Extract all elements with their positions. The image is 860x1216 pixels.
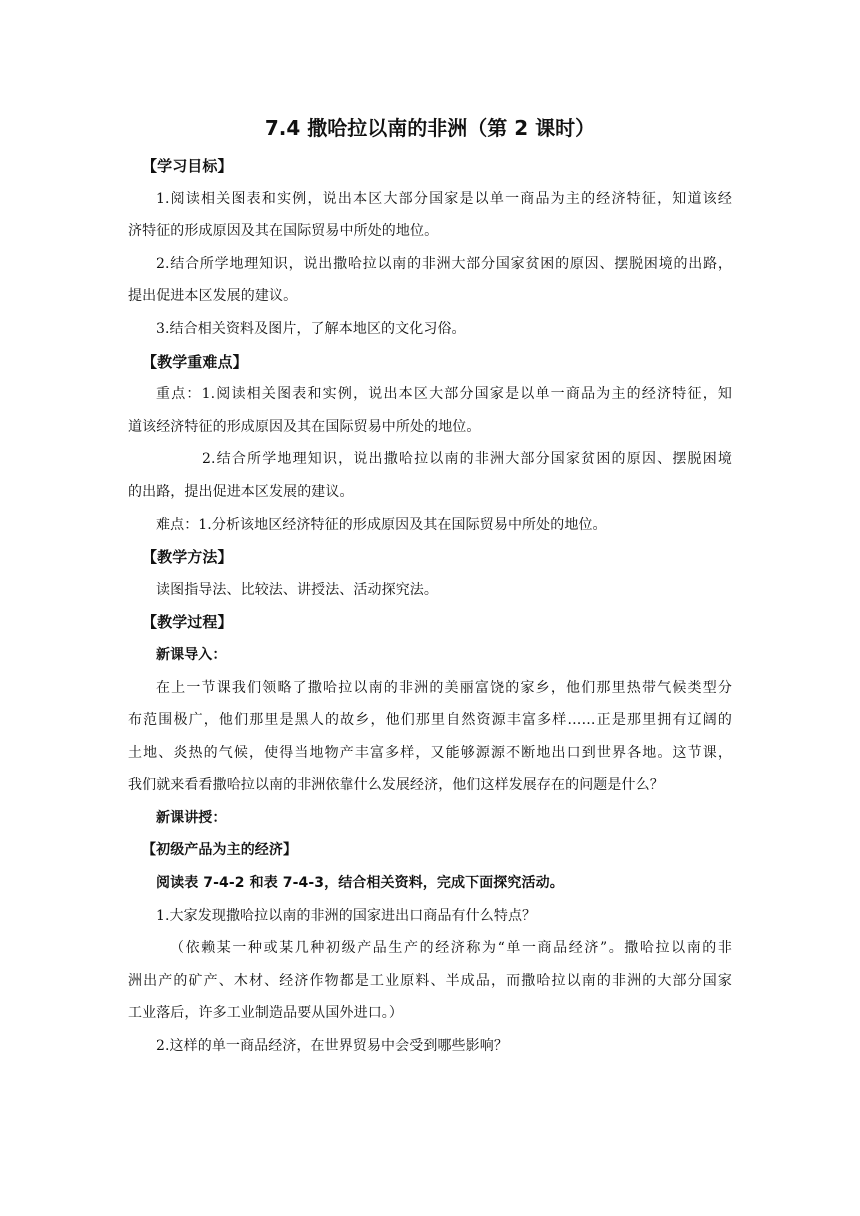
methods-text: 读图指导法、比较法、讲授法、活动探究法。 <box>156 581 438 598</box>
primary-products-subheading: 【初级产品为主的经济】 <box>142 842 298 859</box>
goal-1-line-2: 济特征的形成原因及其在国际贸易中所处的地位。 <box>128 223 439 240</box>
goal-1-line-1: 1.阅读相关图表和实例，说出本区大部分国家是以单一商品为主的经济特征，知道该经 <box>156 190 732 207</box>
goal-3: 3.结合相关资料及图片，了解本地区的文化习俗。 <box>156 320 466 337</box>
key-point-2-line-1: 2.结合所学地理知识，说出撒哈拉以南的非洲大部分国家贫困的原因、摆脱困境 <box>202 451 732 468</box>
goal-2-line-2: 提出促进本区发展的建议。 <box>128 288 298 305</box>
difficult-point: 难点：1.分析该地区经济特征的形成原因及其在国际贸易中所处的地位。 <box>156 516 607 533</box>
question-1: 1.大家发现撒哈拉以南的非洲的国家进出口商品有什么特点？ <box>156 907 537 924</box>
answer-1-line-3: 工业落后，许多工业制造品要从国外进口。） <box>128 1005 403 1022</box>
reading-instruction: 阅读表 7-4-2 和表 7-4-3，结合相关资料，完成下面探究活动。 <box>156 875 564 892</box>
key-point-1-line-2: 道该经济特征的形成原因及其在国际贸易中所处的地位。 <box>128 418 481 435</box>
goal-2-line-1: 2.结合所学地理知识，说出撒哈拉以南的非洲大部分国家贫困的原因、摆脱困境的出路， <box>156 255 732 272</box>
page-title: 7.4 撒哈拉以南的非洲（第 2 课时） <box>264 116 596 140</box>
goals-heading: 【学习目标】 <box>142 157 233 175</box>
intro-line-4: 我们就来看看撒哈拉以南的非洲依靠什么发展经济，他们这样发展存在的问题是什么？ <box>128 777 664 794</box>
intro-line-2: 布范围极广，他们那里是黑人的故乡，他们那里自然资源丰富多样……正是那里拥有辽阔的 <box>128 712 732 729</box>
key-point-2-line-2: 的出路，提出促进本区发展的建议。 <box>128 483 354 500</box>
lecture-label: 新课讲授： <box>156 809 227 826</box>
document-body <box>128 150 732 1063</box>
question-2: 2.这样的单一商品经济，在世界贸易中会受到哪些影响？ <box>156 1038 508 1055</box>
methods-heading: 【教学方法】 <box>142 548 233 567</box>
intro-line-1: 在上一节课我们领略了撒哈拉以南的非洲的美丽富饶的家乡，他们那里热带气候类型分 <box>156 679 732 696</box>
intro-line-3: 土地、炎热的气候，使得当地物产丰富多样，又能够源源不断地出口到世界各地。这节课， <box>128 744 732 761</box>
process-heading: 【教学过程】 <box>142 613 233 632</box>
keypoints-heading: 【教学重难点】 <box>142 352 248 371</box>
key-point-1-line-1: 重点：1.阅读相关图表和实例，说出本区大部分国家是以单一商品为主的经济特征，知 <box>156 386 732 403</box>
answer-1-line-1: （依赖某一种或某几种初级产品生产的经济称为“单一商品经济”。撒哈拉以南的非 <box>170 940 732 957</box>
intro-label: 新课导入： <box>156 646 227 663</box>
answer-1-line-2: 洲出产的矿产、木材、经济作物都是工业原料、半成品，而撒哈拉以南的非洲的大部分国家 <box>128 972 732 989</box>
